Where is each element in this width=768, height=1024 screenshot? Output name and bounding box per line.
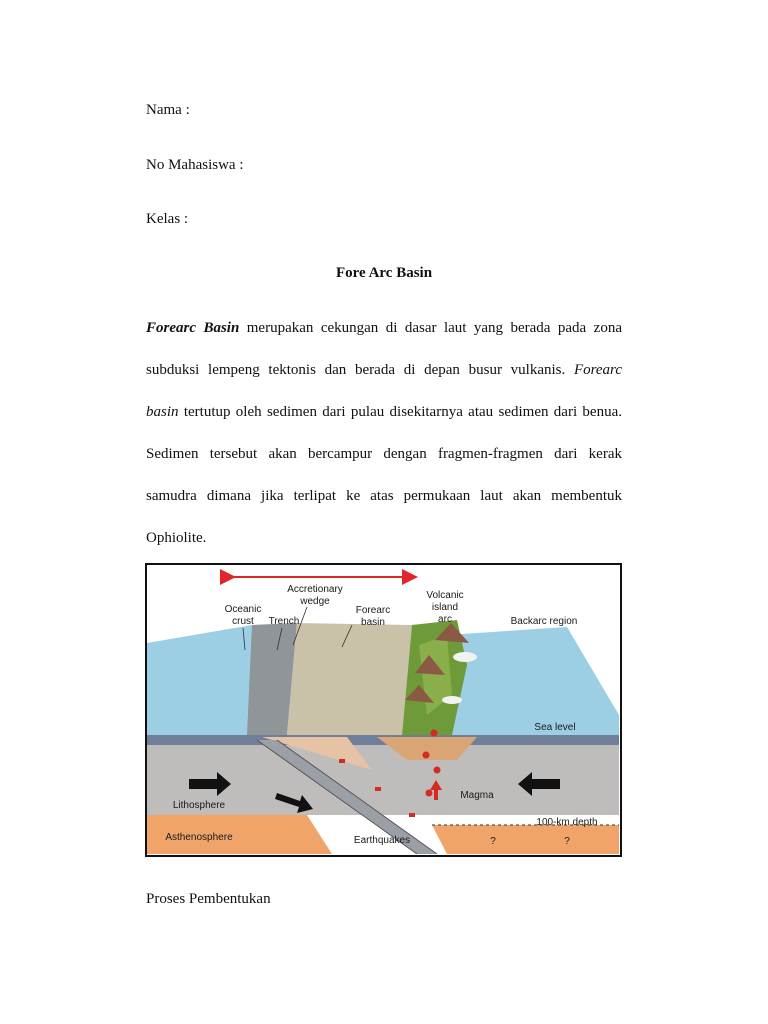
label-forearc: Forearc <box>355 605 391 616</box>
label-wedge: wedge <box>300 596 330 607</box>
label-asthenosphere: Asthenosphere <box>165 832 233 843</box>
label-backarc: Backarc region <box>510 616 578 627</box>
label-island: island <box>431 602 459 613</box>
sea-surface <box>147 625 252 735</box>
label-trench: Trench <box>268 616 300 627</box>
label-magma: Magma <box>460 790 494 801</box>
label-oceanic: Oceanic <box>224 604 262 615</box>
diagram-svg <box>147 565 619 854</box>
earthquake-mark <box>339 759 345 763</box>
kelas-field: Kelas : <box>146 211 189 227</box>
label-accretionary: Accretionary <box>287 584 343 595</box>
nama-field: Nama : <box>146 102 190 118</box>
paragraph-line <box>146 517 622 559</box>
label-basin: basin <box>361 617 385 628</box>
line-text: merupakan cekungan di dasar laut yang berada pada zona <box>239 320 622 336</box>
magma-drop <box>434 767 441 774</box>
term-forearc-basin: Forearc Basin <box>146 320 240 336</box>
cloud <box>453 652 477 662</box>
paragraph-line <box>146 475 622 517</box>
line-text: Ophiolite. <box>146 530 207 546</box>
label-depth: 100-km depth <box>536 817 598 828</box>
document-title: Fore Arc Basin <box>335 265 433 281</box>
line-text: tertutup oleh sedimen dari pulau disekitarnya atau sedimen dari benua. <box>178 404 622 420</box>
magma-drop <box>431 730 438 737</box>
paragraph-line <box>146 349 622 391</box>
sea-surface-right <box>447 627 619 735</box>
line-text: subduksi lempeng tektonis dan berada di depan busur vulkanis. <box>146 362 574 378</box>
asthenosphere-right <box>432 825 619 854</box>
label-unknown: ? <box>564 836 570 847</box>
paragraph-line <box>146 307 622 349</box>
label-earthquakes: Earthquakes <box>353 835 411 846</box>
term-basin: basin <box>146 404 179 420</box>
magma-drop <box>423 752 430 759</box>
label-unknown: ? <box>490 836 496 847</box>
paragraph-line <box>146 433 622 475</box>
earthquake-mark <box>409 813 415 817</box>
line-text: samudra dimana jika terlipat ke atas permukaan laut akan membentuk <box>146 488 622 504</box>
label-lithosphere: Lithosphere <box>172 800 226 811</box>
label-arc: arc <box>438 614 452 625</box>
label-crust: crust <box>232 616 254 627</box>
magma-drop <box>426 790 433 797</box>
label-sea-level: Sea level <box>534 722 576 733</box>
label-volcanic: Volcanic <box>426 590 464 601</box>
term-forearc: Forearc <box>573 362 622 378</box>
no-mahasiswa-field: No Mahasiswa : <box>146 157 244 173</box>
forearc-basin-diagram <box>145 563 622 857</box>
paragraph-line <box>146 391 622 433</box>
cloud <box>442 696 462 704</box>
section-heading: Proses Pembentukan <box>146 891 271 907</box>
line-text: Sedimen tersebut akan bercampur dengan fragmen-fragmen dari kerak <box>146 446 622 462</box>
body-paragraph <box>146 307 622 559</box>
basin-surface <box>287 623 412 735</box>
earthquake-mark <box>375 787 381 791</box>
